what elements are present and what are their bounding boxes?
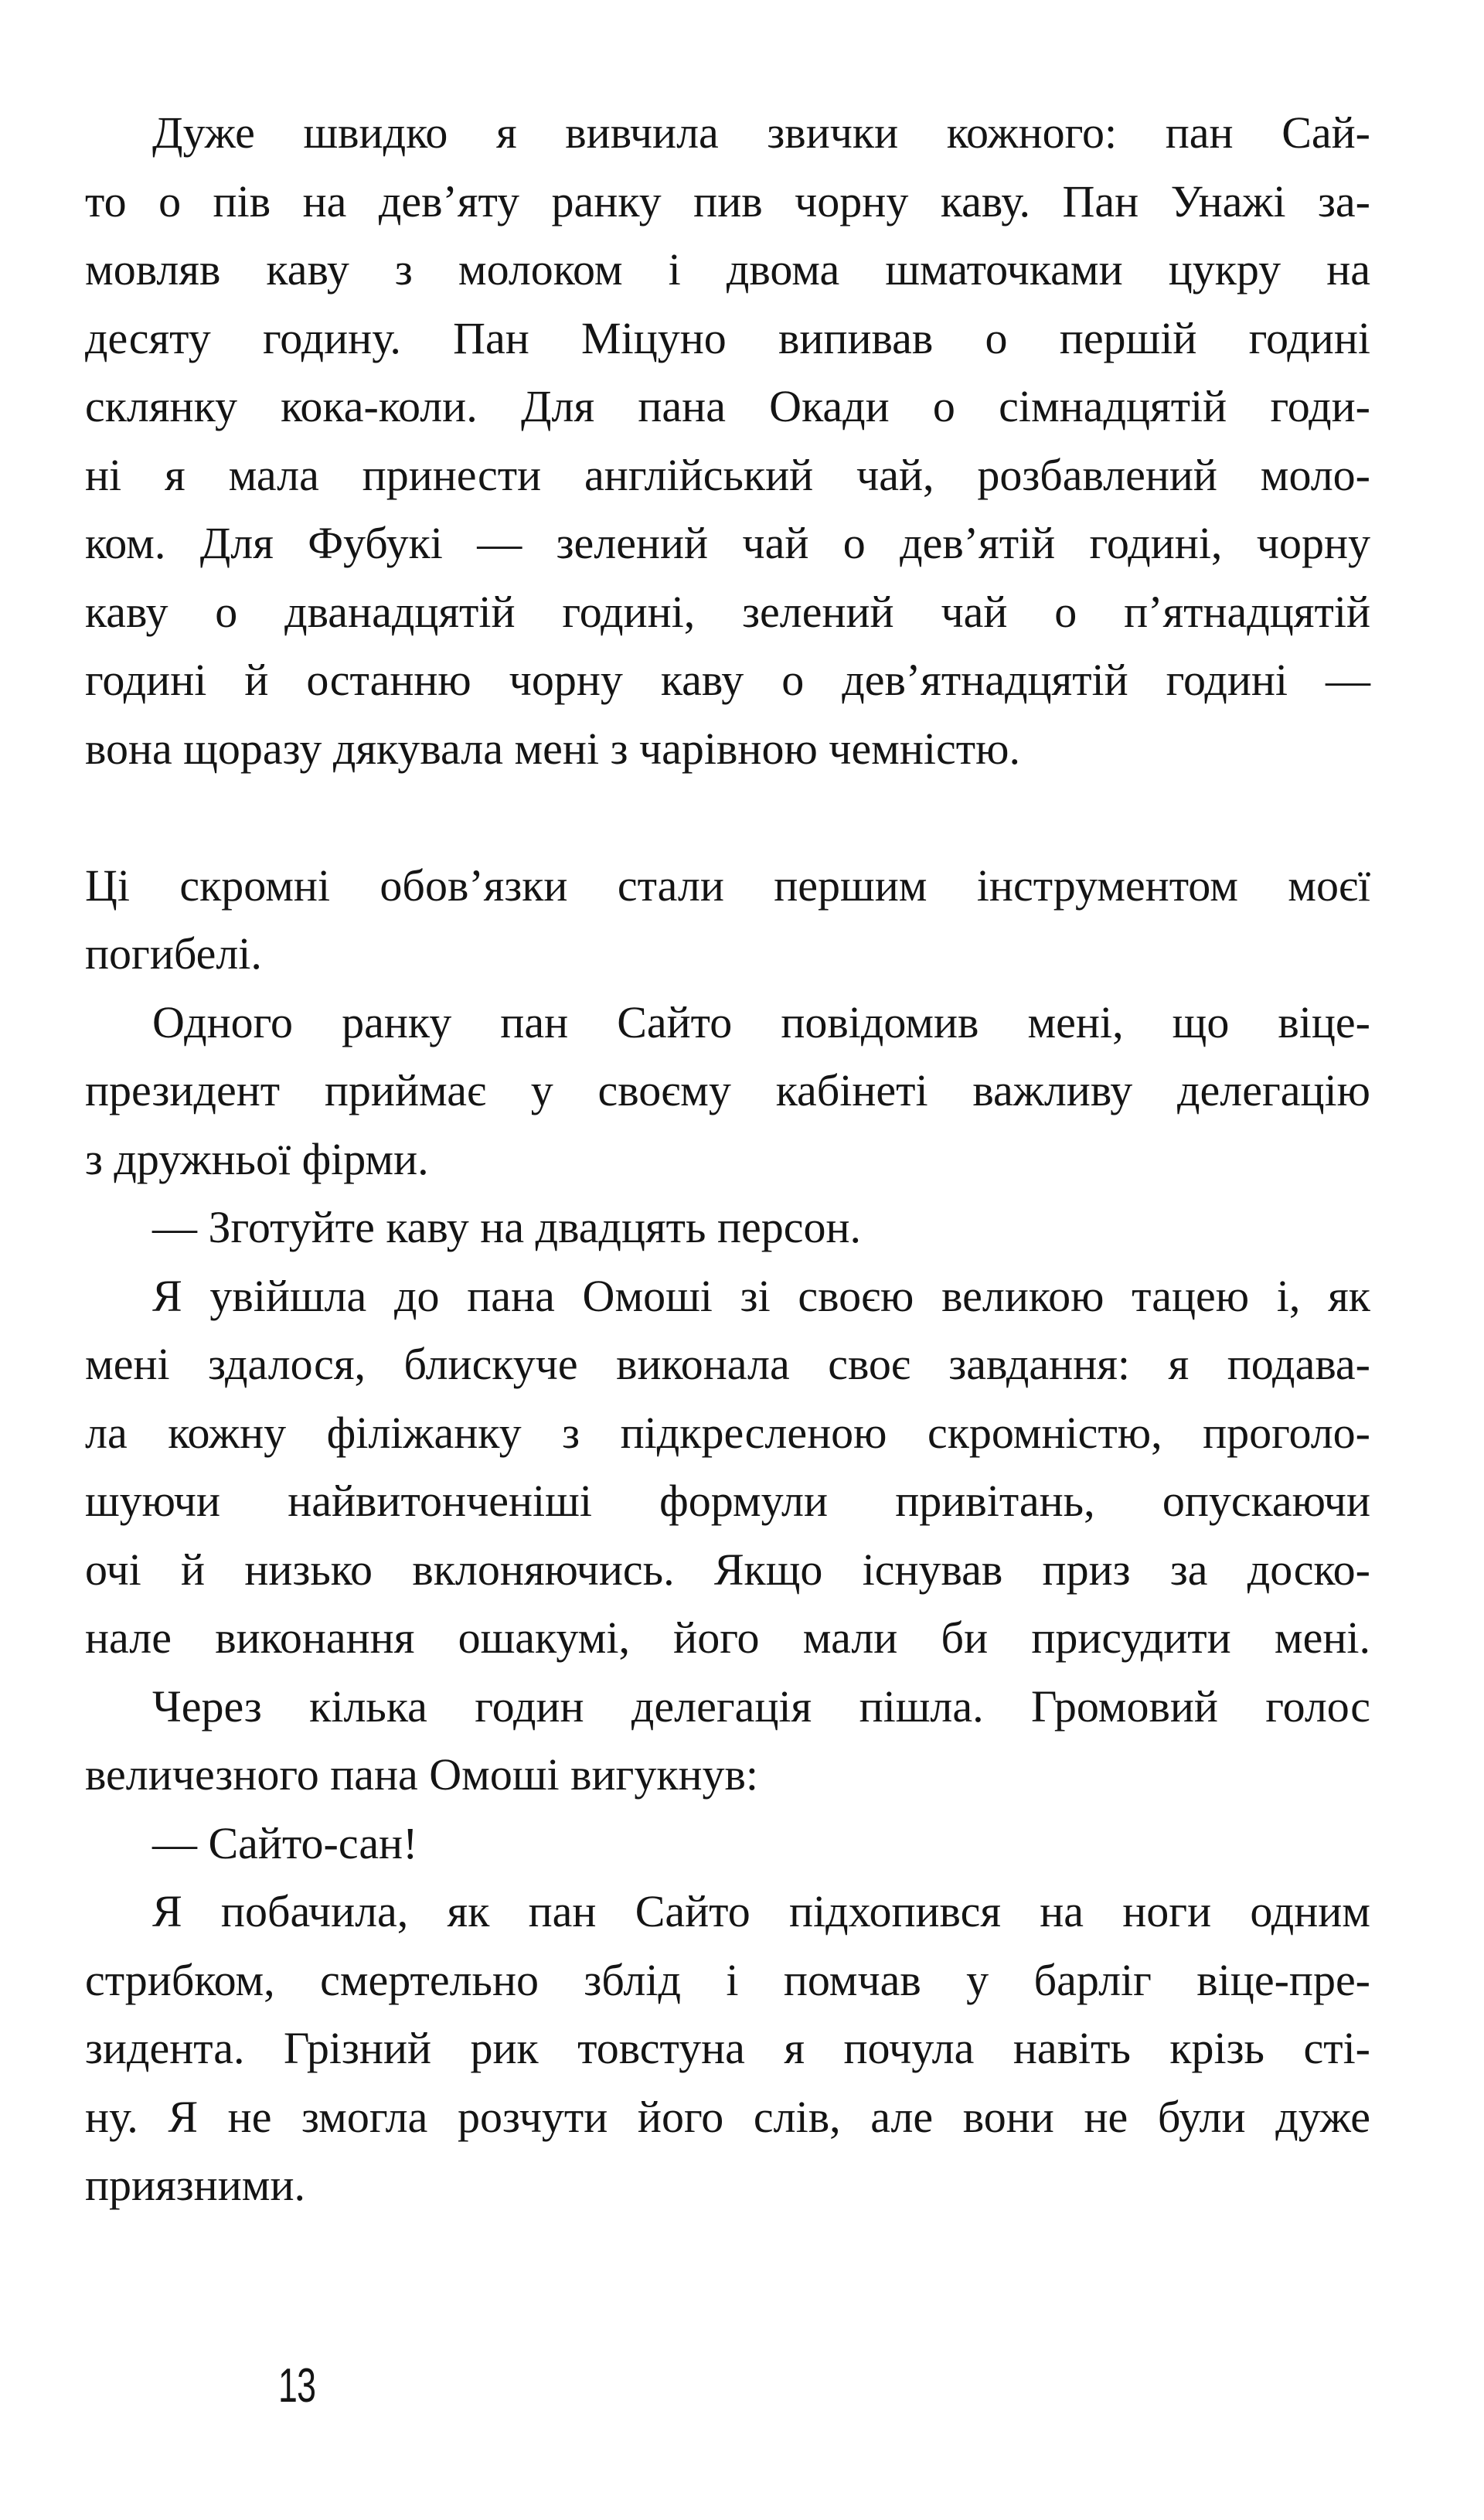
text-line: мені здалося, блискуче виконала своє завдання: я подава- <box>85 1339 1370 1389</box>
paragraph-saito-rushes <box>85 1878 1370 2220</box>
text-line: Дуже швидко я вивчила звички кожного: пан Сай- <box>152 107 1370 158</box>
paragraph-habits <box>85 99 1370 783</box>
text-line: зидента. Грізний рик товстуна я почула навіть крізь сті- <box>85 2023 1370 2073</box>
paragraph-serving <box>85 1262 1370 1673</box>
text-line: Одного ранку пан Сайто повідомив мені, що віце- <box>152 996 1370 1047</box>
text-line: приязними. <box>85 2160 305 2210</box>
dialogue-saito-san <box>85 1810 1370 1878</box>
text-line: мовляв каву з молоком і двома шматочками цукру на <box>85 244 1370 295</box>
text-line: годині й останню чорну каву о дев’ятнадцятій годині — <box>85 655 1370 705</box>
text-line: — Сайто-сан! <box>152 1817 418 1868</box>
text-line: ла кожну філіжанку з підкресленою скромністю, проголо- <box>85 1407 1370 1458</box>
text-line: очі й низько вклоняючись. Якщо існував приз за доско- <box>85 1544 1370 1595</box>
text-line: величезного пана Омоші вигукнув: <box>85 1749 759 1800</box>
page-number: 13 <box>278 2359 316 2413</box>
text-line: каву о дванадцятій годині, зелений чай о п’ятнадцятій <box>85 586 1370 637</box>
text-line: погибелі. <box>85 928 262 979</box>
text-line: — Зготуйте каву на двадцять персон. <box>152 1202 862 1252</box>
text-line: з дружньої фірми. <box>85 1133 429 1184</box>
text-line: Я побачила, як пан Сайто підхопився на ноги одним <box>152 1886 1370 1936</box>
text-line: ні я мала принести англійський чай, розбавлений моло- <box>85 449 1370 500</box>
text-line: президент приймає у своєму кабінеті важливу делегацію <box>85 1065 1370 1115</box>
text-line: то о пів на дев’яту ранку пив чорну каву. Пан Унажі за- <box>85 175 1370 226</box>
text-line: ком. Для Фубукі — зелений чай о дев’ятій годині, чорну <box>85 518 1370 568</box>
text-line: шуючи найвитонченіші формули привітань, опускаючи <box>85 1476 1370 1526</box>
text-line: десяту годину. Пан Міцуно випивав о першій годині <box>85 312 1370 363</box>
paragraph-delegation <box>85 989 1370 1194</box>
text-line: Через кілька годин делегація пішла. Громовий голос <box>152 1681 1370 1732</box>
section-break <box>85 783 1370 852</box>
text-line: вона щоразу дякувала мені з чарівною чемністю. <box>85 723 1020 774</box>
book-page-body <box>85 99 1370 2220</box>
text-line: нале виконання ошакумі, його мали би присудити мені. <box>85 1612 1370 1663</box>
dialogue-coffee-order <box>85 1194 1370 1262</box>
text-line: склянку кока-коли. Для пана Окади о сімнадцятій годи- <box>85 381 1370 431</box>
paragraph-duties <box>85 852 1370 989</box>
paragraph-thunder-voice <box>85 1673 1370 1810</box>
text-line: ну. Я не змогла розчути його слів, але вони не були дуже <box>85 2091 1370 2142</box>
text-line: стрибком, смертельно зблід і помчав у барліг віце-пре- <box>85 1954 1370 2005</box>
text-line: Я увійшла до пана Омоші зі своєю великою тацею і, як <box>152 1270 1370 1321</box>
text-line: Ці скромні обов’язки стали першим інструментом моєї <box>85 860 1370 911</box>
